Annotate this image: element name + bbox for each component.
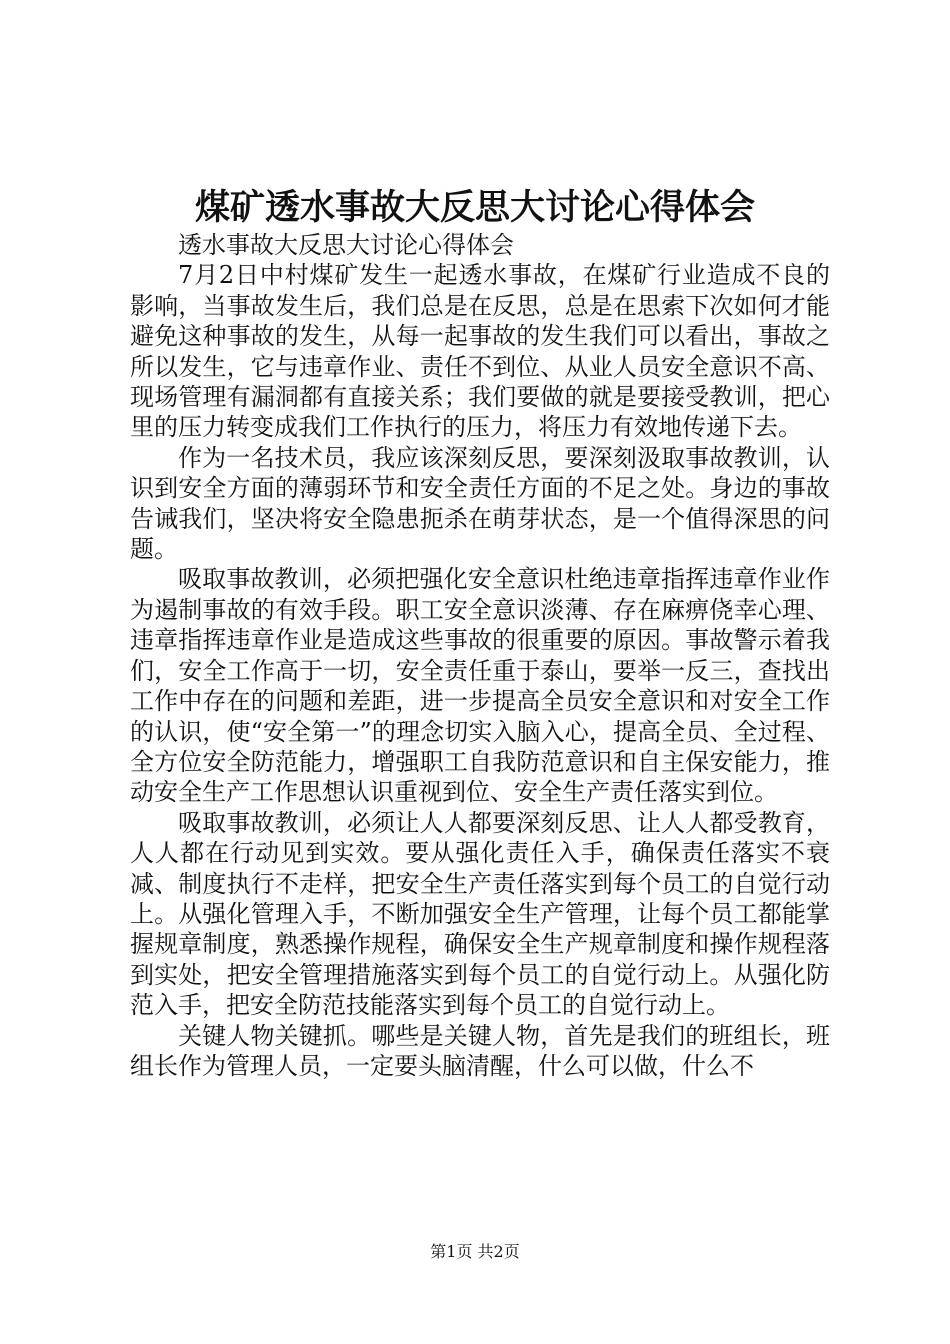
paragraph: 吸取事故教训，必须让人人都要深刻反思、让人人都受教育，人人都在行动见到实效。要从强化责任入手，确保责任落实不衰减、制度执行不走样，把安全生产责任落实到每个员工的自觉行动上。从强化管理入手，不断加强安全生产管理，让每个员工都能掌握规章制度，熟悉操作规程，确保安全生产规章制度和操作规程落到实处，把安全管理措施落实到每个员工的自觉行动上。从强化防范入手，把安全防范技能落实到每个员工的自觉行动上。	[130, 808, 830, 1020]
document-title: 煤矿透水事故大反思大讨论心得体会	[194, 187, 755, 228]
document-subtitle: 透水事故大反思大讨论心得体会	[178, 231, 514, 259]
paragraph: 作为一名技术员，我应该深刻反思，要深刻汲取事故教训，认识到安全方面的薄弱环节和安全责任方面的不足之处。身边的事故告诫我们，坚决将安全隐患扼杀在萌芽状态，是一个值得深思的问题。	[130, 443, 830, 564]
paragraph: 7月2日中村煤矿发生一起透水事故，在煤矿行业造成不良的影响，当事故发生后，我们总是在反思，总是在思索下次如何才能避免这种事故的发生，从每一起事故的发生我们可以看出，事故之所以发生，它与违章作业、责任不到位、从业人员安全意识不高、现场管理有漏洞都有直接关系；我们要做的就是要接受教训，把心里的压力转变成我们工作执行的压力，将压力有效地传递下去。	[130, 261, 830, 442]
paragraph: 关键人物关键抓。哪些是关键人物，首先是我们的班组长，班组长作为管理人员，一定要头脑清醒，什么可以做，什么不	[130, 1021, 830, 1080]
paragraph: 吸取事故教训，必须把强化安全意识杜绝违章指挥违章作业作为遏制事故的有效手段。职工安全意识淡薄、存在麻痹侥幸心理、违章指挥违章作业是造成这些事故的很重要的原因。事故警示着我们，安全工作高于一切，安全责任重于泰山，要举一反三，查找出工作中存在的问题和差距，进一步提高全员安全意识和对安全工作的认识，使“安全第一”的理念切实入脑入心，提高全员、全过程、全方位安全防范能力，增强职工自我防范意识和自主保安能力，推动安全生产工作思想认识重视到位、安全生产责任落实到位。	[130, 565, 830, 807]
page-number-footer: 第1页 共2页	[430, 1242, 520, 1261]
document-body	[130, 230, 830, 1081]
